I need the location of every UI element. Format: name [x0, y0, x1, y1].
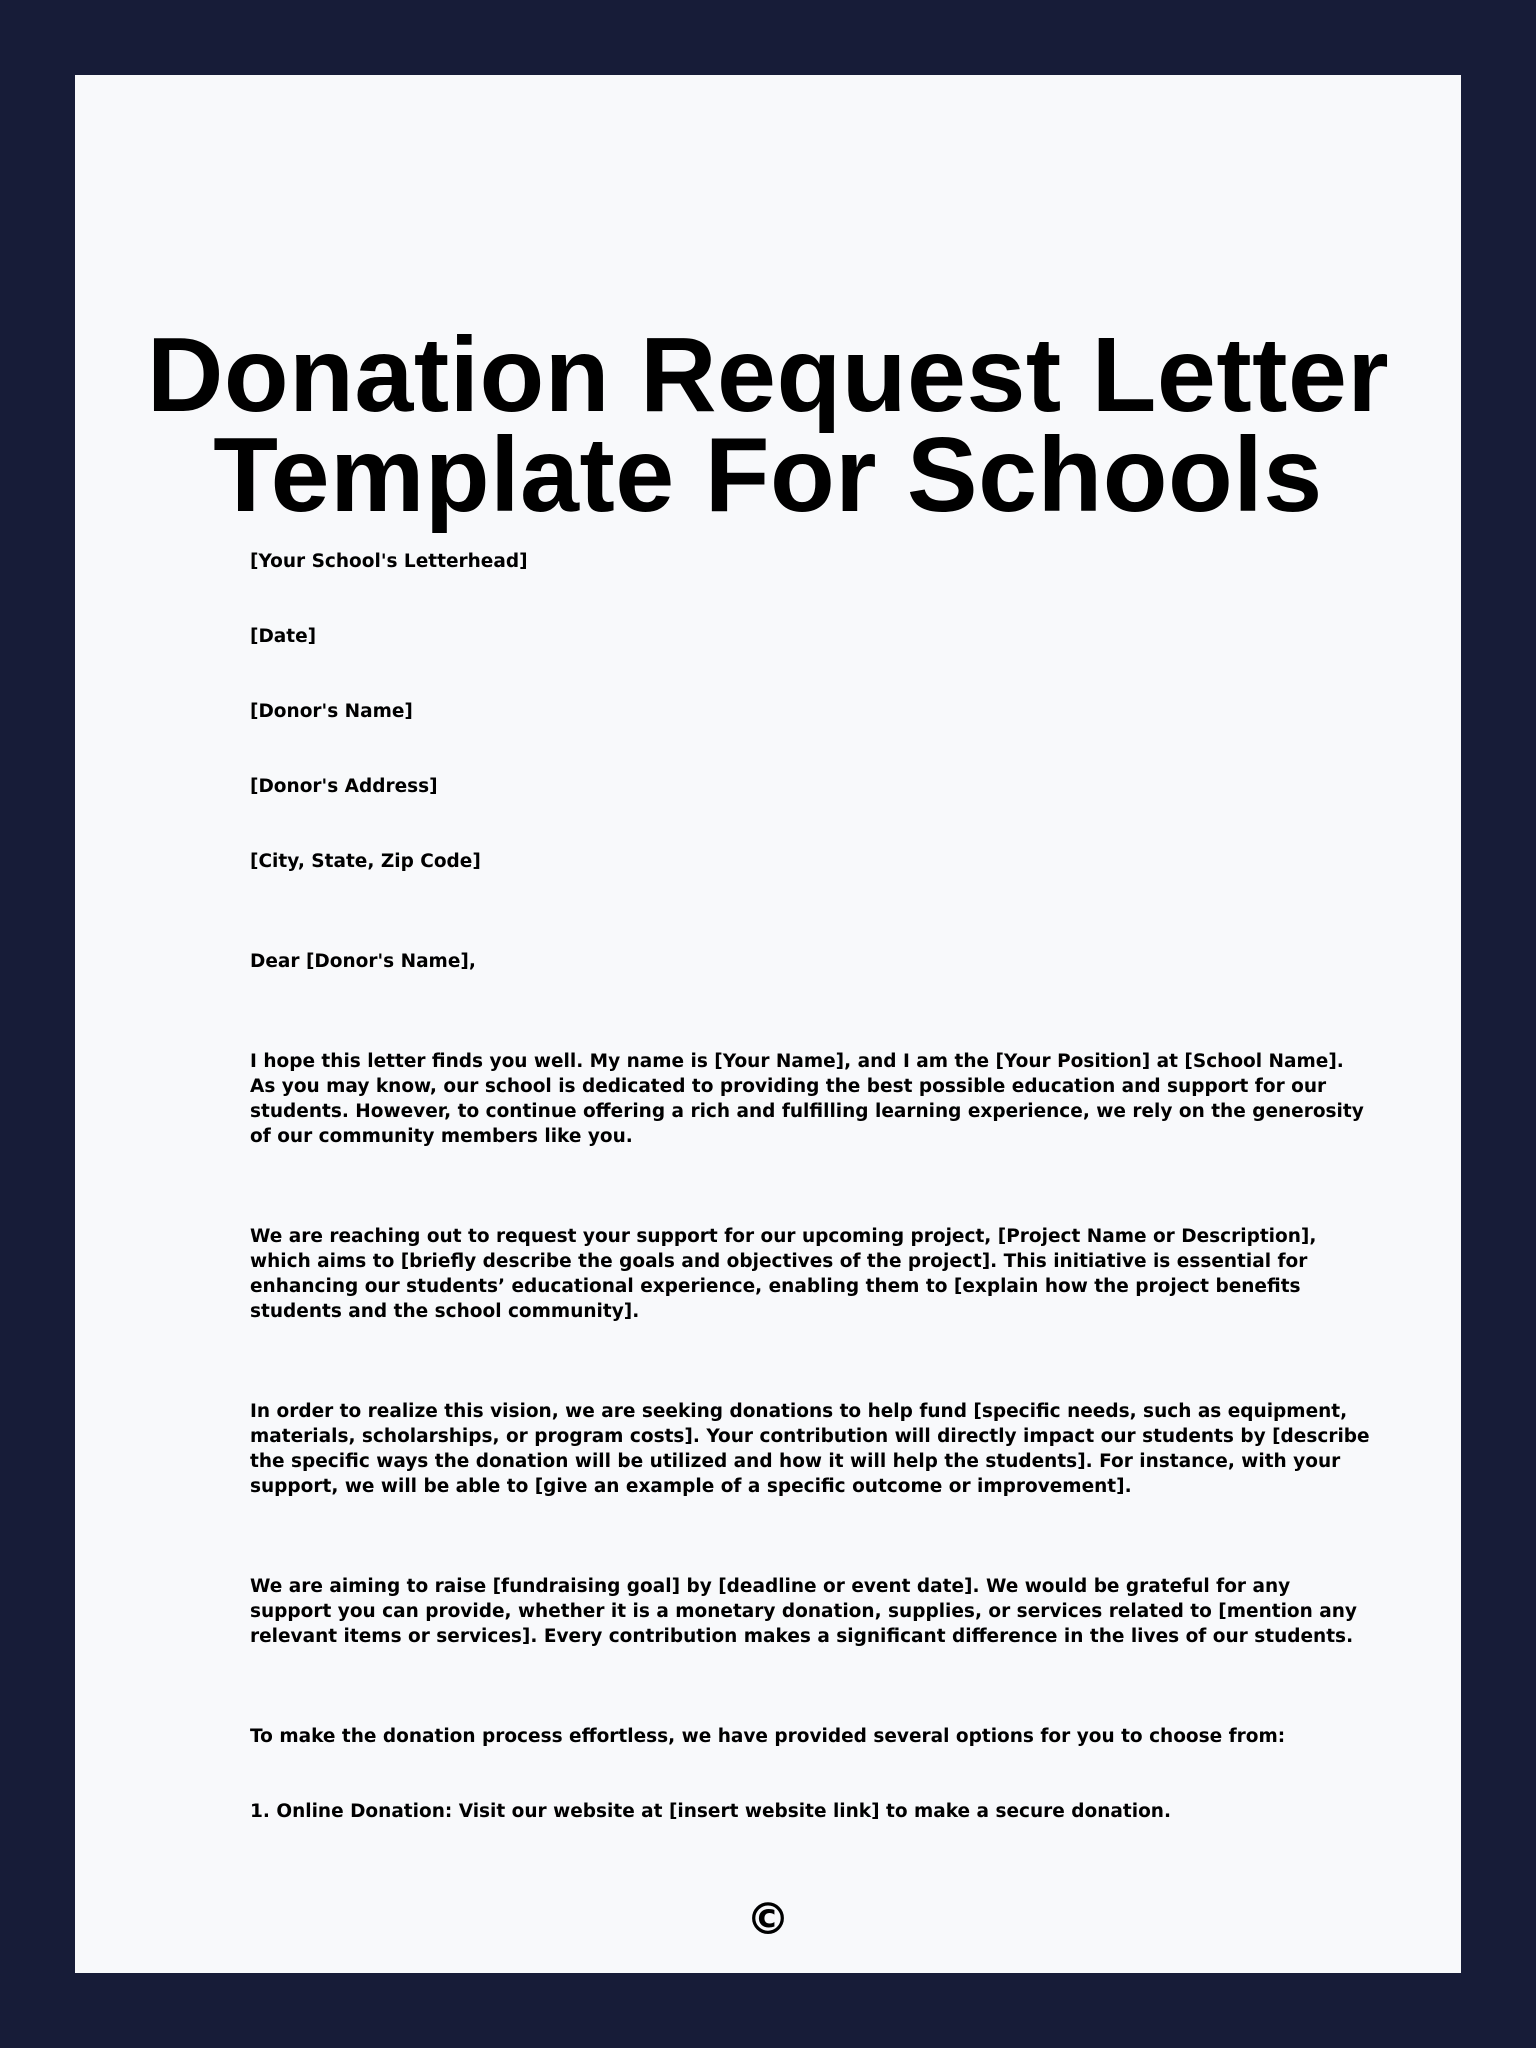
paragraph-needs: In order to realize this vision, we are seeking donations to help fund [specific needs, such as equipment, materials, scholarships, or program costs]. Your contribution will directly impact our students by [describe the specific ways the donation will be utilized and how it will help the students]. For instance, with your support, we will be able to [give an example of a specific outcome or improvement].	[250, 1401, 1370, 1497]
title-line-1: Donation Request Letter	[146, 316, 1390, 434]
letterhead-placeholder: [Your School's Letterhead]	[250, 551, 528, 572]
list-item-online-donation: 1. Online Donation: Visit our website at [insert website link] to make a secure donation.	[250, 1801, 1171, 1822]
city-state-zip-placeholder: [City, State, Zip Code]	[250, 851, 481, 872]
title-line-2: Template For Schools	[213, 416, 1323, 534]
paragraph-project: We are reaching out to request your support for our upcoming project, [Project Name or Description], which aims to [briefly describe the goals and objectives of the project]. This initiative is essential for enhancing our students’ educational experience, enabling them to [explain how the project benefits students and the school community].	[250, 1226, 1317, 1322]
page-title	[75, 316, 1461, 534]
paragraph-goal: We are aiming to raise [fundraising goal] by [deadline or event date]. We would be grateful for any support you can provide, whether it is a monetary donation, supplies, or services related to [mention any relevant items or services]. Every contribution makes a significant difference in the lives of our students.	[250, 1576, 1357, 1647]
donor-name-placeholder: [Donor's Name]	[250, 701, 413, 722]
donor-address-placeholder: [Donor's Address]	[250, 776, 438, 797]
date-placeholder: [Date]	[250, 626, 317, 647]
copyright-icon: ©	[746, 1894, 790, 1945]
paragraph-options-intro: To make the donation process effortless, we have provided several options for you to choose from:	[250, 1726, 1286, 1747]
letter-page	[75, 75, 1461, 1973]
salutation: Dear [Donor's Name],	[250, 951, 476, 972]
paragraph-intro: I hope this letter finds you well. My name is [Your Name], and I am the [Your Position] at [School Name]. As you may know, our school is dedicated to providing the best possible education and support for our students. However, to continue offering a rich and fulfilling learning experience, we rely on the generosity of our community members like you.	[250, 1051, 1364, 1147]
